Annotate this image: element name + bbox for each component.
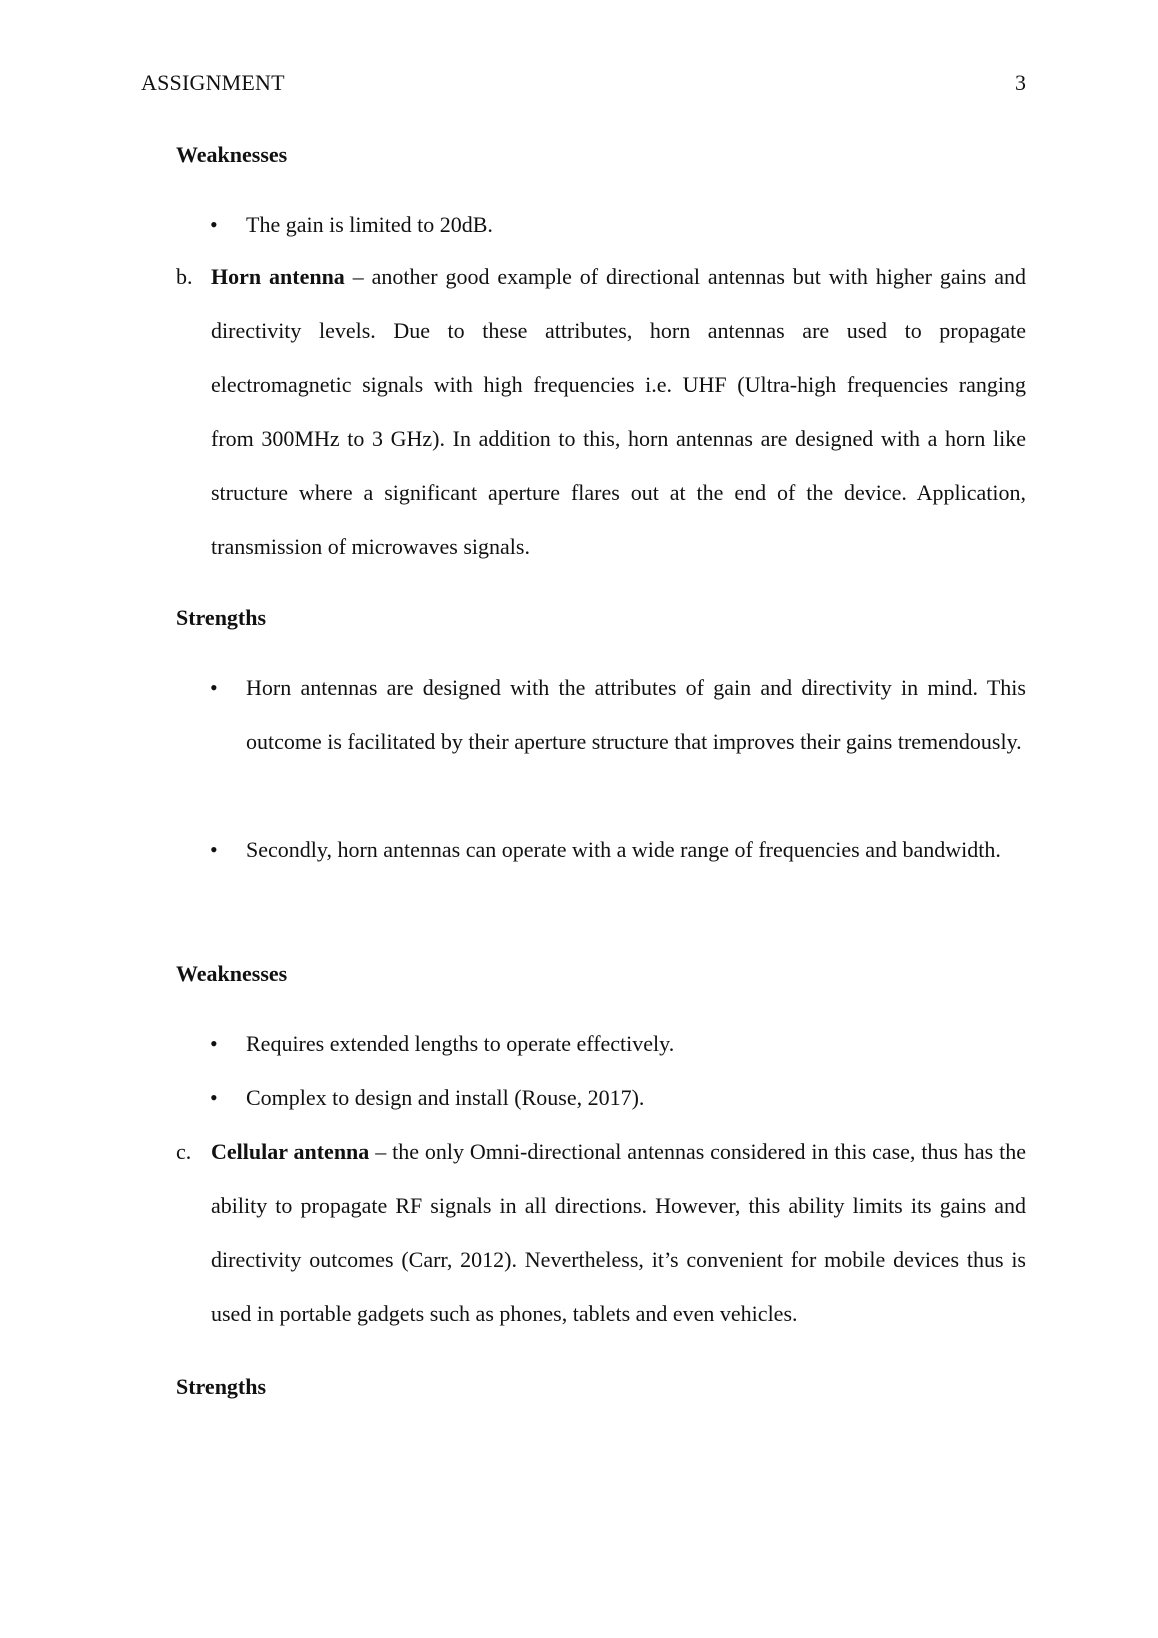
weaknesses-heading: Weaknesses bbox=[176, 142, 288, 167]
list-item-cellular-antenna bbox=[176, 1125, 1026, 1341]
term-horn-antenna: Horn antenna bbox=[211, 264, 345, 289]
list-marker: b. bbox=[176, 264, 193, 289]
bullet-icon: • bbox=[210, 212, 218, 237]
list-item bbox=[210, 661, 1026, 769]
term-cellular-antenna: Cellular antenna bbox=[211, 1139, 370, 1164]
list-item-text: The gain is limited to 20dB. bbox=[246, 212, 493, 237]
strengths-heading: Strengths bbox=[176, 605, 267, 630]
bullet-icon: • bbox=[210, 1085, 218, 1110]
strengths-heading: Strengths bbox=[176, 1374, 267, 1399]
term-description: – another good example of directional antennas but with higher gains and directivity levels. Due to these attributes, horn antennas are used to propagate electromagnetic signals with high frequencies i.e. UHF (Ultra-high frequencies ranging from 300MHz to 3 GHz). In addition to this, horn antennas are designed with a horn like structure where a significant aperture flares out at the end of the device. Application, transmission of microwaves signals. bbox=[211, 264, 1026, 559]
list-item bbox=[210, 1071, 1026, 1125]
bullet-icon: • bbox=[210, 1031, 218, 1056]
list-item-horn-antenna bbox=[176, 250, 1026, 574]
bullet-icon: • bbox=[210, 837, 218, 862]
list-item-text: Requires extended lengths to operate effectively. bbox=[246, 1031, 675, 1056]
term-description: – the only Omni-directional antennas considered in this case, thus has the ability to propagate RF signals in all directions. However, this ability limits its gains and directivity outcomes (Carr, 2012). Nevertheless, it’s convenient for mobile devices thus is used in portable gadgets such as phones, tablets and even vehicles. bbox=[211, 1139, 1027, 1326]
page-number: 3 bbox=[1015, 70, 1026, 95]
list-item bbox=[210, 1017, 1026, 1071]
list-item-text: Horn antennas are designed with the attributes of gain and directivity in mind. This outcome is facilitated by their aperture structure that improves their gains tremendously. bbox=[246, 675, 1026, 754]
list-item-text bbox=[211, 250, 1026, 574]
list-item-text bbox=[211, 1125, 1026, 1341]
list-item bbox=[210, 198, 1026, 252]
list-item-text: Complex to design and install (Rouse, 2017). bbox=[246, 1085, 645, 1110]
list-marker: c. bbox=[176, 1139, 192, 1164]
list-item bbox=[210, 823, 1026, 877]
bullet-icon: • bbox=[210, 675, 218, 700]
running-head: ASSIGNMENT bbox=[141, 70, 285, 95]
list-item-text: Secondly, horn antennas can operate with a wide range of frequencies and bandwidth. bbox=[246, 837, 1001, 862]
weaknesses-heading: Weaknesses bbox=[176, 961, 288, 986]
